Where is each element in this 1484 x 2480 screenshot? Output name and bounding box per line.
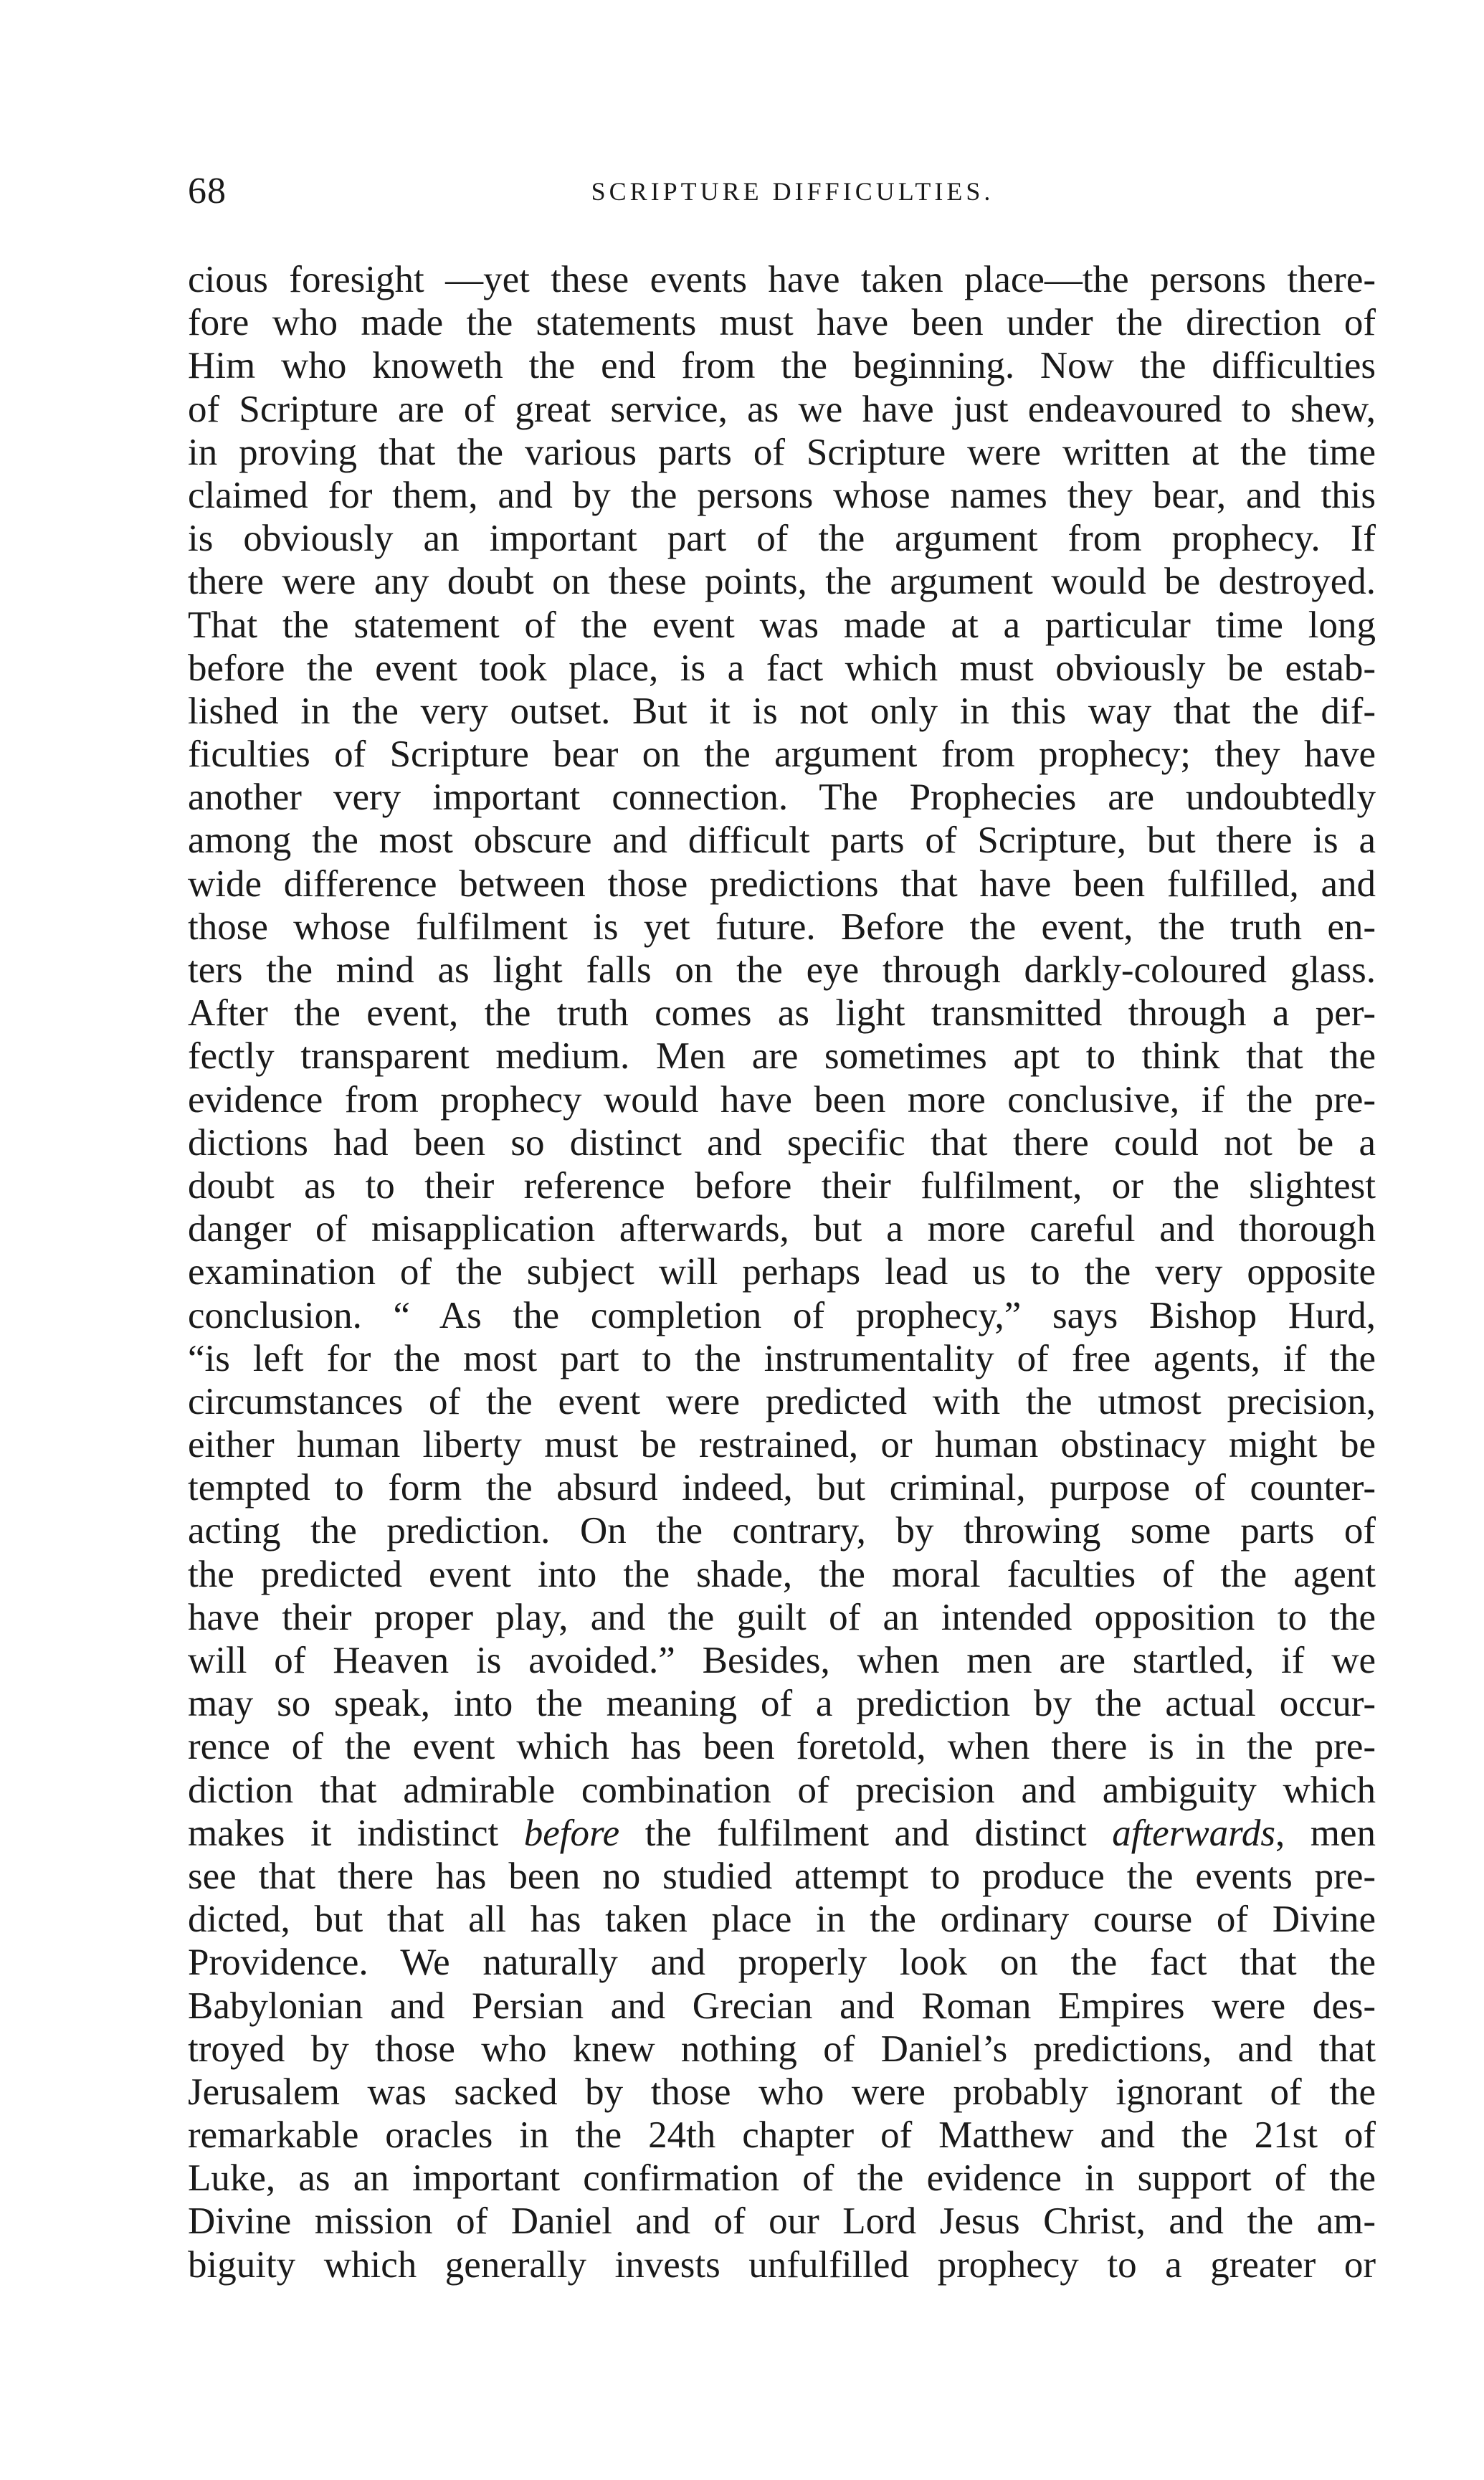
text-line: evidence from prophecy would have been more conclusive, if the pre- xyxy=(188,1078,1376,1121)
text-line: may so speak, into the meaning of a prediction by the actual occur- xyxy=(188,1683,1376,1725)
text-line: before the event took place, is a fact which must obviously be estab- xyxy=(188,647,1376,689)
text-line: That the statement of the event was made at a particular time long xyxy=(188,604,1376,646)
text-line: Babylonian and Persian and Grecian and Roman Empires were des- xyxy=(188,1985,1376,2027)
text-line: claimed for them, and by the persons whose names they bear, and this xyxy=(188,474,1376,516)
text-line: doubt as to their reference before their fulfilment, or the slightest xyxy=(188,1164,1376,1207)
text-line: either human liberty must be restrained, or human obstinacy might be xyxy=(188,1424,1376,1466)
emphasis-text: before xyxy=(523,1812,620,1854)
text-line: remarkable oracles in the 24th chapter of Matthew and the 21st of xyxy=(188,2114,1376,2157)
text-line: of Scripture are of great service, as we have just endeavoured to shew, xyxy=(188,388,1376,430)
text-line: dicted, but that all has taken place in the ordinary course of Divine xyxy=(188,1899,1376,1941)
text-line: ficulties of Scripture bear on the argument from prophecy; they have xyxy=(188,733,1376,776)
text-line: danger of misapplication afterwards, but a more careful and thorough xyxy=(188,1208,1376,1250)
text-line: tempted to form the absurd indeed, but criminal, purpose of counter- xyxy=(188,1467,1376,1509)
text-line: fore who made the statements must have been under the direction of xyxy=(188,302,1376,344)
body-text xyxy=(188,258,1376,2286)
text-line: “is left for the most part to the instrumentality of free agents, if the xyxy=(188,1337,1376,1379)
text-line: there were any doubt on these points, the argument would be destroyed. xyxy=(188,561,1376,603)
text-line: After the event, the truth comes as light transmitted through a per- xyxy=(188,992,1376,1035)
text-line: acting the prediction. On the contrary, by throwing some parts of xyxy=(188,1510,1376,1552)
text-line: is obviously an important part of the argument from prophecy. If xyxy=(188,518,1376,560)
text-line: Providence. We naturally and properly look on the fact that the xyxy=(188,1942,1376,1984)
emphasis-text: afterwards xyxy=(1112,1812,1275,1854)
text-line: troyed by those who knew nothing of Daniel’s predictions, and that xyxy=(188,2028,1376,2070)
text-line: Divine mission of Daniel and of our Lord Jesus Christ, and the am- xyxy=(188,2200,1376,2243)
text-line: those whose fulfilment is yet future. Before the event, the truth en- xyxy=(188,906,1376,948)
text-line: fectly transparent medium. Men are sometimes apt to think that the xyxy=(188,1035,1376,1078)
text-line: among the most obscure and difficult parts of Scripture, but there is a xyxy=(188,819,1376,862)
text-line: ters the mind as light falls on the eye through darkly-coloured glass. xyxy=(188,949,1376,991)
text-line: diction that admirable combination of precision and ambiguity which xyxy=(188,1769,1376,1811)
text-line: dictions had been so distinct and specific that there could not be a xyxy=(188,1121,1376,1164)
text-line: rence of the event which has been foretold, when there is in the pre- xyxy=(188,1726,1376,1768)
text-line: the predicted event into the shade, the moral faculties of the agent xyxy=(188,1553,1376,1595)
text-line: biguity which generally invests unfulfilled prophecy to a greater or xyxy=(188,2243,1376,2286)
running-head xyxy=(188,166,1376,217)
text-line: conclusion. “ As the completion of prophecy,” says Bishop Hurd, xyxy=(188,1294,1376,1336)
text-line: another very important connection. The Prophecies are undoubtedly xyxy=(188,776,1376,819)
text-line: see that there has been no studied attempt to produce the events pre- xyxy=(188,1855,1376,1897)
text-line: circumstances of the event were predicted with the utmost precision, xyxy=(188,1380,1376,1422)
text-line: Him who knoweth the end from the beginning. Now the difficulties xyxy=(188,345,1376,387)
text-line: cious foresight —yet these events have taken place—the persons there- xyxy=(188,259,1376,300)
text-line: lished in the very outset. But it is not only in this way that the dif- xyxy=(188,690,1376,732)
text-line: makes it indistinct before the fulfilment and distinct afterwards, men xyxy=(188,1812,1376,1854)
text-line: Luke, as an important confirmation of the evidence in support of the xyxy=(188,2157,1376,2200)
text-line: will of Heaven is avoided.” Besides, when men are startled, if we xyxy=(188,1640,1376,1681)
text-line: Jerusalem was sacked by those who were probably ignorant of the xyxy=(188,2071,1376,2113)
text-line: wide difference between those predictions that have been fulfilled, and xyxy=(188,863,1376,905)
text-line: have their proper play, and the guilt of an intended opposition to the xyxy=(188,1596,1376,1638)
page-number: 68 xyxy=(188,171,227,212)
text-line: examination of the subject will perhaps lead us to the very opposite xyxy=(188,1251,1376,1293)
text-line: in proving that the various parts of Scripture were written at the time xyxy=(188,431,1376,473)
running-title: SCRIPTURE DIFFICULTIES. xyxy=(591,177,994,206)
